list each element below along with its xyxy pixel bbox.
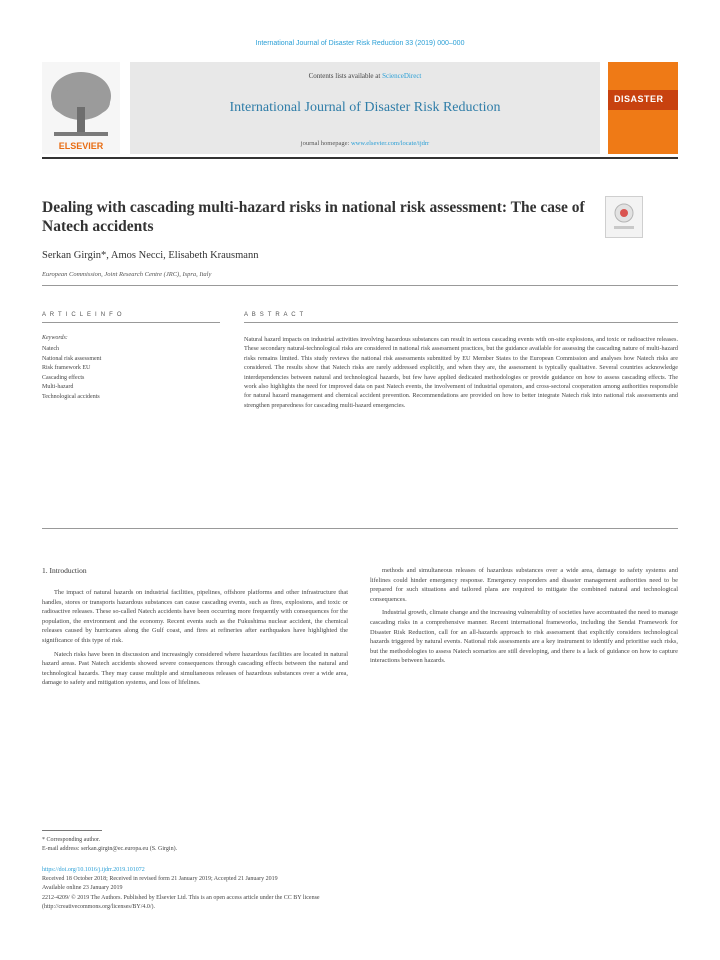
keywords-label: Keywords: <box>42 335 68 341</box>
copyright-notice: 2212-4209/ © 2019 The Authors. Published by Elsevier Ltd. This is an open access article under the CC BY license <box>42 894 320 901</box>
keyword: Natech <box>42 346 59 352</box>
abstract-text: Natural hazard impacts on industrial activities involving hazardous substances can result in serious cascading events with on-site explosions, and toxic or radioactive releases. These secondary natural-technological risks are considered in national risk assessment practices, but the guidance available for assessing the cascading nature of multi-hazard risks remains limited. This study reviews the national risk assessments submitted by EU Member States to the European Commission and analyses how Natech risks are considered. The results show that Natech risks are rarely addressed explicitly, and when they are, the assessment is typically qualitative. Several countries acknowledge interdependencies between natural and technological hazards, but few have applied dedicated methodologies or provide guidance on how to assess cascading effects. The work also highlights the need for improved data on past Natech events, the involvement of industrial operators, and cross-sectoral cooperation among authorities responsible for natural hazard management and chemical accident prevention. Recommendations are provided on how to better integrate Natech risk into national risk assessments and strengthen preparedness for cascading multi-hazard emergencies. <box>244 336 678 409</box>
article-doi-link[interactable]: https://doi.org/10.1016/j.ijdrr.2019.101072 <box>42 867 145 873</box>
keyword: Technological accidents <box>42 393 100 400</box>
article-title: Dealing with cascading multi-hazard risks in national risk assessment: The case of Natech accidents <box>42 199 585 235</box>
publisher-wordmark: ELSEVIER <box>58 141 104 151</box>
article-history-block <box>42 866 320 912</box>
body-column-right <box>370 566 678 670</box>
journal-citation-link[interactable]: International Journal of Disaster Risk Reduction 33 (2019) 000–000 <box>255 40 465 47</box>
license-link[interactable]: (http://creativecommons.org/licenses/BY/4.0/). <box>42 903 156 910</box>
elsevier-tree-logo <box>42 62 120 154</box>
corresponding-author-footnote: * Corresponding author. E-mail address: serkan.girgin@ec.europa.eu (S. Girgin). <box>42 837 178 852</box>
article-authors[interactable]: Serkan Girgin*, Amos Necci, Elisabeth Krausmann <box>42 250 259 261</box>
author-affiliation: European Commission, Joint Research Centre (JRC), Ispra, Italy <box>42 271 212 278</box>
article-info-rule <box>42 322 220 323</box>
homepage-prefix: journal homepage: <box>300 140 350 147</box>
header-divider <box>42 157 678 159</box>
keyword: Risk framework EU <box>42 365 91 371</box>
check-for-updates-badge[interactable] <box>605 196 643 238</box>
homepage-link[interactable]: www.elsevier.com/locate/ijdrr <box>350 140 430 147</box>
body-column-left <box>42 588 348 692</box>
article-received-dates: Received 18 October 2018; Received in revised form 21 January 2019; Accepted 21 January 2019 <box>42 876 278 883</box>
keyword: Multi-hazard <box>42 384 74 390</box>
keyword: Cascading effects <box>42 374 85 381</box>
cover-label: DISASTER <box>614 94 664 104</box>
title-divider <box>42 285 678 286</box>
contents-prefix: Contents lists available at <box>308 72 381 80</box>
contents-available-line <box>130 72 600 80</box>
abstract-heading: A B S T R A C T <box>244 312 305 318</box>
journal-title[interactable]: International Journal of Disaster Risk Reduction <box>229 100 501 115</box>
article-available-online: Available online 23 January 2019 <box>42 885 123 892</box>
footnote-rule <box>42 830 102 831</box>
article-info-heading: A R T I C L E I N F O <box>42 312 123 318</box>
body-paragraph: methods and simultaneous releases of hazardous substances over a wide area, damage to safety systems and lifelines could hinder emergency response. Emergency responders and disaster management authorities need to be prepared for such situations and tailored plans are required to mitigate the combined natural and technological consequences. <box>370 567 678 603</box>
section-heading-introduction: 1. Introduction <box>42 566 87 575</box>
journal-cover-thumbnail <box>608 62 678 154</box>
keywords-list <box>42 345 101 402</box>
journal-homepage-line <box>130 140 600 147</box>
sciencedirect-link[interactable]: ScienceDirect <box>382 72 422 80</box>
body-paragraph: The impact of natural hazards on industrial facilities, pipelines, offshore platforms and other infrastructure that handles, stores or transports hazardous substances can cause cascading events, such as fires, explosions, and toxic or radioactive releases. These so-called Natech accidents have been occurring more frequently with consequences for the population, the environment and the economy. Recent events such as the Fukushima nuclear accident, the chemical releases caused by hurricanes along the Gulf coast, and fires at refineries after earthquakes have highlighted the significance of this type of risk. <box>42 589 348 644</box>
abstract-rule <box>244 322 678 323</box>
body-paragraph: Industrial growth, climate change and the increasing vulnerability of societies have accentuated the need to manage cascading risks in a comprehensive manner. Recent international frameworks, including the Sendai Framework for Disaster Risk Reduction, call for an all-hazards approach to risk assessment that explicitly considers technological hazards triggered by natural events. National risk assessments are a key instrument to identify and prioritise such risks, but the methodologies to assess Natech scenarios are still developing, and there is a lack of guidance on how to capture interactions between hazards. <box>370 609 678 665</box>
keyword: National risk assessment <box>42 355 102 362</box>
abstract-divider <box>42 528 678 529</box>
body-paragraph: Natech risks have been in discussion and increasingly considered where hazardous facilities are located in natural hazard areas. Past Natech accidents showed severe consequences through cascading effects between the natural and technological hazards. They may cause multiple and simultaneous releases of hazardous substances over a wide area, damage to safety and mitigation systems, and loss of lifelines. <box>42 650 348 687</box>
